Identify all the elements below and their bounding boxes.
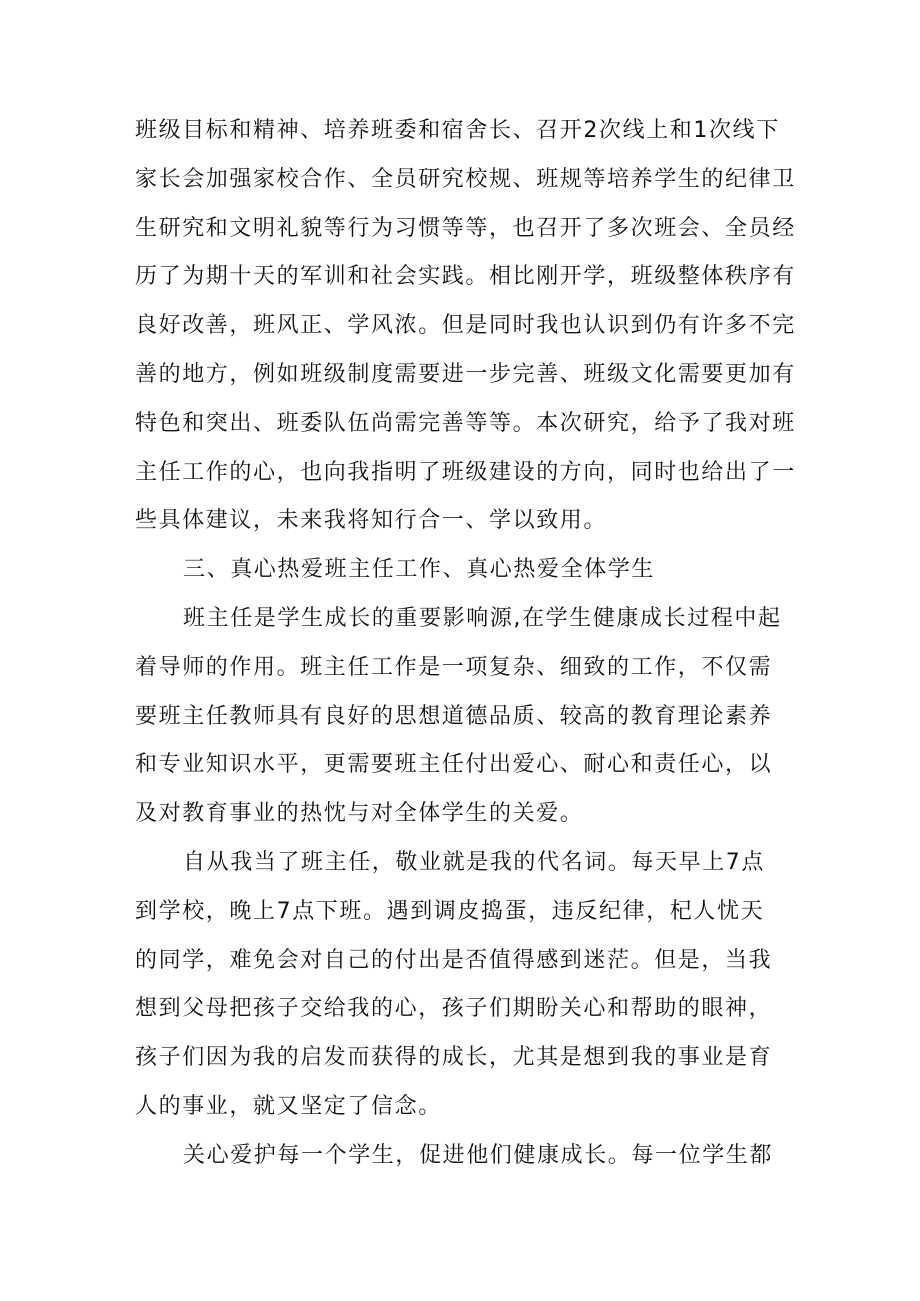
- text-line: 着导师的作用。班主任工作是一项复杂、细致的工作，不仅需: [135, 654, 773, 680]
- text-line: 良好改善，班风正、学风浓。但是同时我也认识到仍有许多不完: [135, 313, 796, 339]
- text-line: 想到父母把孩子交给我的心，孩子们期盼关心和帮助的眼神，: [135, 996, 773, 1022]
- paragraph-first-line: 关心爱护每一个学生，促进他们健康成长。每一位学生都: [183, 1142, 774, 1168]
- text-line: 历了为期十天的军训和社会实践。相比刚开学，班级整体秩序有: [135, 264, 796, 290]
- text-line: 生研究和文明礼貌等行为习惯等等，也召开了多次班会、全员经: [135, 215, 796, 241]
- text-line: 班级目标和精神、培养班委和宿舍长、召开2次线上和1次线下: [135, 118, 780, 143]
- text-line: 主任工作的心，也向我指明了班级建设的方向，同时也给出了一: [135, 459, 796, 485]
- text-line: 人的事业，就又坚定了信念。: [135, 1093, 442, 1119]
- paragraph-first-line: 自从我当了班主任，敬业就是我的代名词。每天早上7点: [183, 849, 765, 875]
- text-line: 特色和突出、班委队伍尚需完善等等。本次研究，给予了我对班: [135, 410, 796, 436]
- document-body: [135, 107, 795, 1181]
- text-line: 孩子们因为我的启发而获得的成长，尤其是想到我的事业是育: [135, 1045, 773, 1071]
- text-line: 和专业知识水平，更需要班主任付出爱心、耐心和责任心，以: [135, 752, 773, 778]
- text-line: 家长会加强家校合作、全员研究校规、班规等培养学生的纪律卫: [135, 166, 796, 192]
- text-line: 到学校，晚上7点下班。遇到调皮捣蛋，违反纪律，杞人忧天: [135, 898, 765, 924]
- paragraph-first-line: 班主任是学生成长的重要影响源,在学生健康成长过程中起: [183, 605, 782, 631]
- text-line: 及对教育事业的热忱与对全体学生的关爱。: [135, 801, 584, 827]
- text-line: 些具体建议，未来我将知行合一、学以致用。: [135, 508, 608, 534]
- text-line: 的同学，难免会对自己的付出是否值得感到迷茫。但是，当我: [135, 947, 773, 973]
- text-line: 善的地方，例如班级制度需要进一步完善、班级文化需要更加有: [135, 361, 796, 387]
- text-line: 要班主任教师具有良好的思想道德品质、较高的教育理论素养: [135, 703, 773, 729]
- section-heading: 三、真心热爱班主任工作、真心热爱全体学生: [183, 557, 656, 583]
